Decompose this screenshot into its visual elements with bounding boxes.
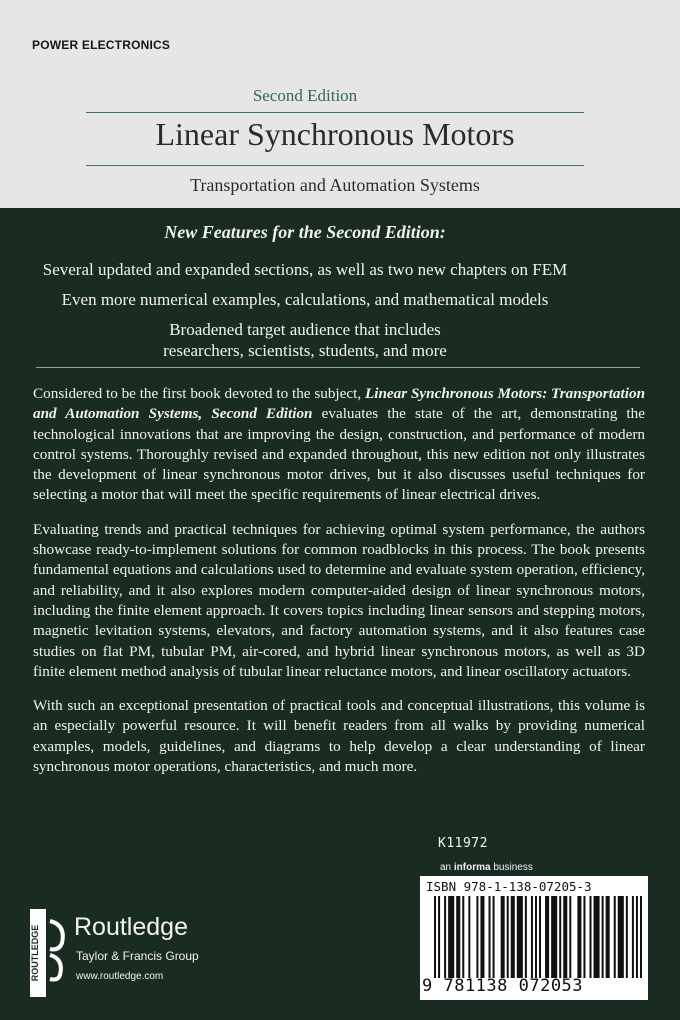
barcode-bars: [434, 896, 642, 978]
barcode-bar: [569, 896, 571, 978]
section-divider: [36, 367, 640, 368]
barcode-bar: [559, 896, 561, 978]
feature-item: Broadened target audience that includes researchers, scientists, students, and more: [163, 320, 447, 360]
barcode-bar: [606, 896, 610, 978]
barcode-bar: [539, 896, 541, 978]
description-paragraph: Evaluating trends and practical techniques for achieving optimal system performance, the authors showcase ready-to-implement solutions for common roadblocks in this process. The book presents fundamental equations and calculations used to determine and evaluate system operation, efficiency, and reliability, and it also explores modern computer-aided design of linear synchronous motors, including the finite element approach. It covers topics including linear sensors and stepping motors, magnetic levitation systems, elevators, and factory automation systems, and it also features case studies on flat PM, tubular PM, air-cored, and hybrid linear synchronous motors, as well as 3D finite element method analysis of tubular linear reluctance motors, and linear oscillatory actuators.: [33, 520, 645, 680]
barcode-bar: [583, 896, 585, 978]
barcode-bar: [626, 896, 628, 978]
description-text-run: Considered to be the first book devoted to the subject,: [33, 385, 365, 402]
barcode-bar: [640, 896, 642, 978]
series-label: POWER ELECTRONICS: [32, 38, 171, 52]
barcode-bar: [476, 896, 478, 978]
barcode-bar: [636, 896, 638, 978]
routledge-logo-icon: [28, 907, 68, 999]
barcode-bar: [545, 896, 549, 978]
barcode-bar: [531, 896, 533, 978]
barcode-bar: [618, 896, 624, 978]
barcode-bar: [511, 896, 515, 978]
isbn-barcode: [420, 876, 648, 1000]
barcode-bar: [517, 896, 523, 978]
new-features-section: [0, 222, 610, 370]
description-paragraph: With such an exceptional presentation of practical tools and conceptual illustrations, this volume is an especially powerful resource. It will benefit readers from all walks by providing numerical examples, models, guidelines, and diagrams to help develop a clear understanding of linear synchronous motor operations, characteristics, and much more.: [33, 697, 645, 776]
feature-item: Even more numerical examples, calculations, and mathematical models: [61, 290, 549, 309]
barcode-bar: [493, 896, 495, 978]
barcode-bar: [444, 896, 446, 978]
book-title: Linear Synchronous Motors: [155, 116, 515, 152]
barcode-bar: [448, 896, 454, 978]
informa-prefix: an: [440, 862, 454, 873]
description-text-run: evaluates the state of the art, demonstrating the technological innovations that are improving the design, construction, and performance of modern control systems. Thoroughly revised and expanded throughout, this new edition not only illustrates the development of linear synchronous motor drives, but it also discusses useful techniques for selecting a motor that will meet the specific requirements of linear electrical drives.: [33, 405, 645, 504]
barcode-bar: [501, 896, 505, 978]
catalog-code: K11972: [438, 836, 488, 851]
ean-digits: 9 781138 072053: [422, 976, 584, 996]
informa-brand: informa: [453, 862, 491, 873]
publisher-name: Routledge: [74, 913, 188, 941]
barcode-bar: [577, 896, 581, 978]
barcode-bar: [434, 896, 436, 978]
book-title-reference: Linear Synchronous Motors: Transportation and Automation Systems, Second Edition: [33, 385, 646, 423]
logo-wordmark: ROUTLEDGE: [30, 924, 40, 982]
title-bottom-rule: [86, 165, 584, 166]
publisher-url: www.routledge.com: [76, 971, 164, 982]
barcode-bar: [602, 896, 604, 978]
barcode-bar: [468, 896, 470, 978]
barcode-bar: [456, 896, 460, 978]
barcode-bar: [535, 896, 537, 978]
book-subtitle: Transportation and Automation Systems: [190, 175, 480, 195]
title-top-rule: [86, 112, 584, 113]
barcode-bar: [594, 896, 600, 978]
isbn-text: ISBN 978-1-138-07205-3: [426, 879, 592, 894]
informa-suffix: business: [490, 862, 533, 873]
barcode-bar: [632, 896, 634, 978]
barcode-bar: [525, 896, 527, 978]
barcode-bar: [551, 896, 557, 978]
description-text: [33, 384, 645, 791]
header-panel: [0, 0, 680, 208]
barcode-bar: [438, 896, 440, 978]
publisher-block: [28, 905, 258, 1005]
description-paragraph: [33, 384, 645, 506]
publisher-group: Taylor & Francis Group: [76, 949, 199, 963]
barcode-bar: [507, 896, 509, 978]
features-heading: New Features for the Second Edition:: [164, 222, 446, 242]
barcode-bar: [489, 896, 491, 978]
barcode-bar: [480, 896, 484, 978]
barcode-bar: [614, 896, 616, 978]
informa-tagline: [440, 862, 533, 873]
barcode-bar: [462, 896, 464, 978]
feature-item: Several updated and expanded sections, as well as two new chapters on FEM: [42, 260, 568, 279]
barcode-bar: [563, 896, 567, 978]
edition-label: Second Edition: [252, 86, 358, 105]
barcode-bar: [589, 896, 591, 978]
